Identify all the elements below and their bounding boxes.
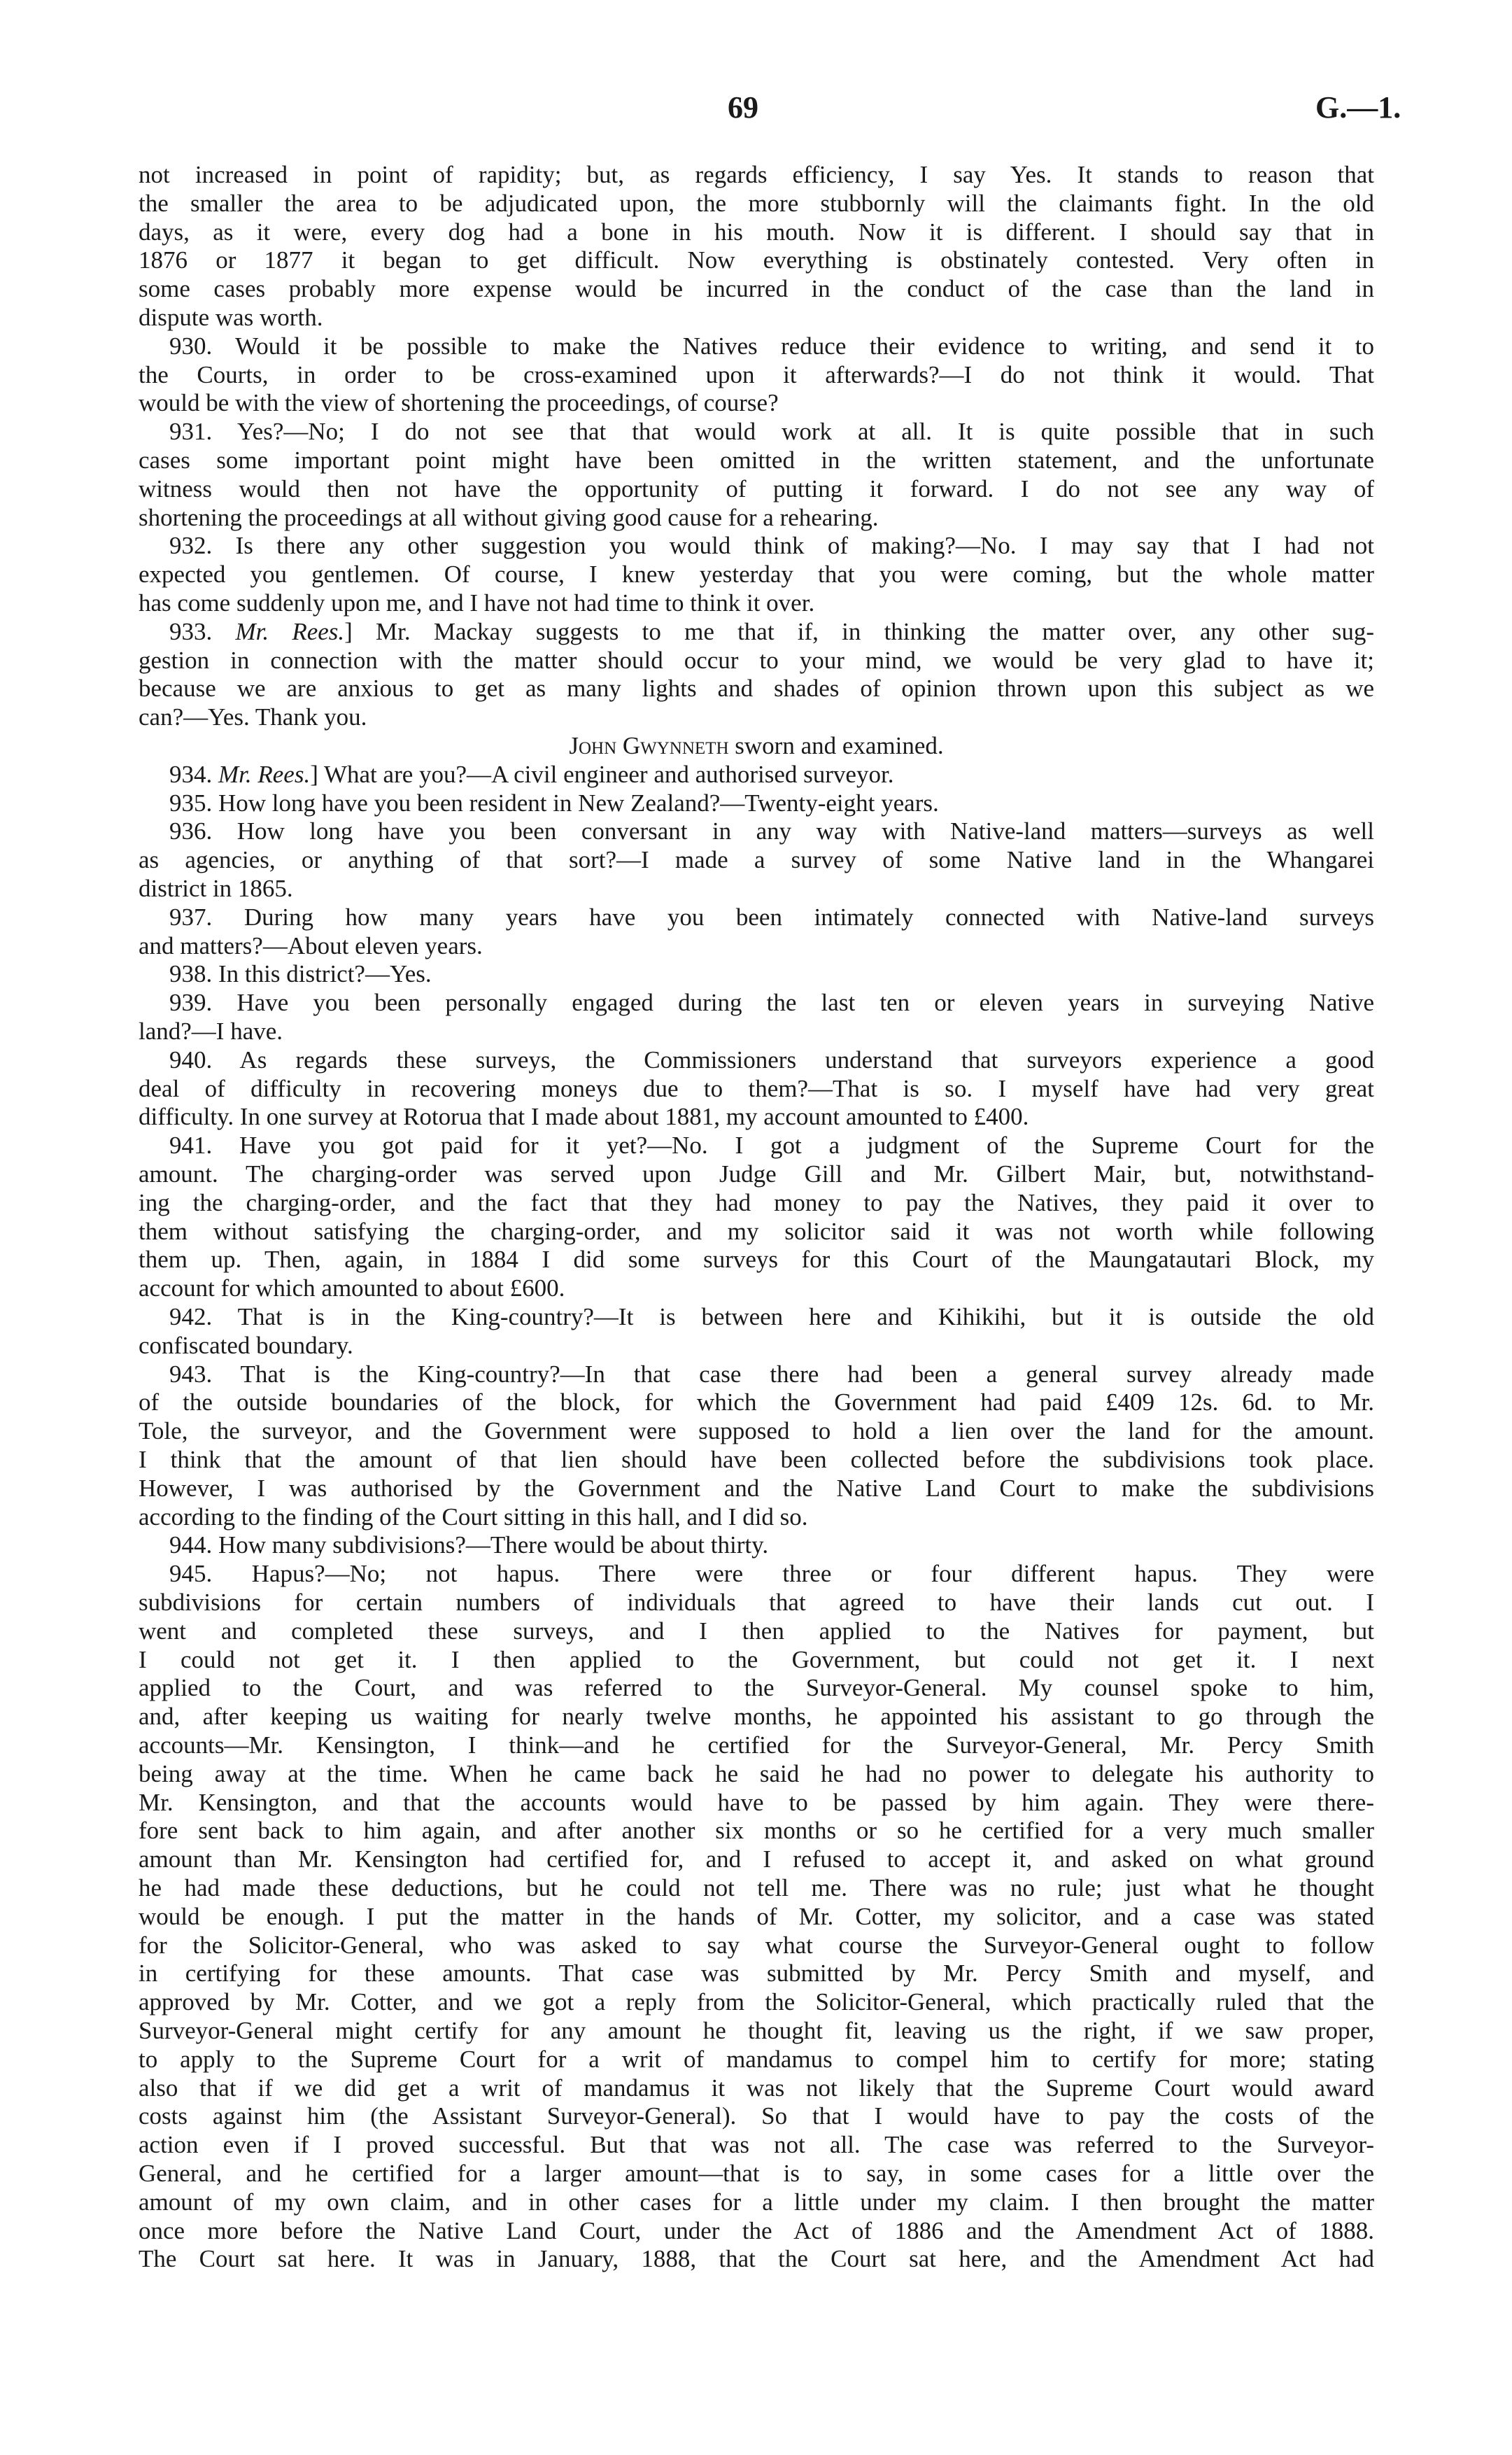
text-line: 937. During how many years have you been intimately connected with Native-land surveys [169, 903, 1374, 931]
text-line: for the Solicitor-General, who was asked to say what course the Surveyor-General ought to follow [139, 1931, 1374, 1959]
text-line: The Court sat here. It was in January, 1888, that the Court sat here, and the Amendment Act had [139, 2245, 1374, 2273]
text-line: the smaller the area to be adjudicated upon, the more stubbornly will the claimants fight. In the old [139, 189, 1374, 217]
text-line: 941. Have you got paid for it yet?—No. I got a judgment of the Supreme Court for the [169, 1132, 1374, 1160]
text-line: land?—I have. [139, 1018, 283, 1045]
text-line: 930. Would it be possible to make the Natives reduce their evidence to writing, and send it to [169, 332, 1374, 360]
text-span: 934. [169, 760, 218, 788]
text-line: and matters?—About eleven years. [139, 931, 483, 959]
text-line: amount. The charging-order was served upon Judge Gill and Mr. Gilbert Mair, but, notwithstand- [139, 1160, 1374, 1188]
text-line: as agencies, or anything of that sort?—I made a survey of some Native land in the Whangarei [139, 846, 1374, 874]
text-line: of the outside boundaries of the block, for which the Government had paid £409 12s. 6d. to Mr. [139, 1388, 1374, 1416]
text-line: days, as it were, every dog had a bone in his mouth. Now it is different. I should say that in [139, 218, 1374, 246]
text-span: 933. [169, 617, 236, 645]
text-line: according to the finding of the Court sitting in this hall, and I did so. [139, 1503, 808, 1531]
text-line: 932. Is there any other suggestion you would think of making?—No. I may say that I had not [169, 532, 1374, 560]
text-line: 931. Yes?—No; I do not see that that would work at all. It is quite possible that in such [169, 418, 1374, 446]
text-line: deal of difficulty in recovering moneys due to them?—That is so. I myself have had very great [139, 1074, 1374, 1102]
text-line: difficulty. In one survey at Rotorua that I made about 1881, my account amounted to £400. [139, 1103, 1029, 1131]
text-line: accounts—Mr. Kensington, I think—and he certified for the Surveyor-General, Mr. Percy Smith [139, 1731, 1374, 1759]
text-span: ] What are you?—A civil engineer and authorised surveyor. [310, 760, 894, 788]
text-line: would be enough. I put the matter in the hands of Mr. Cotter, my solicitor, and a case was stated [139, 1902, 1374, 1930]
text-line: However, I was authorised by the Government and the Native Land Court to make the subdivisions [139, 1474, 1374, 1502]
text-line: 945. Hapus?—No; not hapus. There were three or four different hapus. They were [169, 1560, 1374, 1588]
text-line: dispute was worth. [139, 304, 323, 331]
text-line: 935. How long have you been resident in New Zealand?—Twenty-eight years. [169, 789, 939, 817]
text-line: them without satisfying the charging-order, and my solicitor said it was not worth while following [139, 1217, 1374, 1245]
text-line: amount of my own claim, and in other cases for a little under my claim. I then brought the matter [139, 2188, 1374, 2216]
text-line: 939. Have you been personally engaged during the last ten or eleven years in surveying Native [169, 989, 1374, 1017]
text-line: 944. How many subdivisions?—There would be about thirty. [169, 1531, 769, 1559]
text-line: costs against him (the Assistant Surveyor-General). So that I would have to pay the costs of the [139, 2102, 1374, 2130]
text-line: approved by Mr. Cotter, and we got a reply from the Solicitor-General, which practically ruled that the [139, 1988, 1374, 2016]
text-line: district in 1865. [139, 875, 293, 902]
text-line: has come suddenly upon me, and I have not had time to think it over. [139, 589, 815, 617]
text-line: 942. That is in the King-country?—It is between here and Kihikihi, but it is outside the old [169, 1303, 1374, 1330]
text-line: to apply to the Supreme Court for a writ of mandamus to compel him to certify for more; stating [139, 2045, 1374, 2073]
text-line: ing the charging-order, and the fact that they had money to pay the Natives, they paid it over to [139, 1188, 1374, 1216]
text-span: ] Mr. Mackay suggests to me that if, in thinking the matter over, any other sug- [344, 617, 1374, 645]
text-line: gestion in connection with the matter should occur to your mind, we would be very glad to have it; [139, 646, 1374, 674]
text-line [169, 760, 1374, 789]
speaker-name: Mr. Rees. [235, 617, 345, 645]
text-line: once more before the Native Land Court, under the Act of 1886 and the Amendment Act of 1888. [139, 2216, 1374, 2244]
witness-name: John Gwynneth [569, 732, 729, 759]
text-line: account for which amounted to about £600. [139, 1274, 565, 1302]
text-line: I think that the amount of that lien should have been collected before the subdivisions took place. [139, 1446, 1374, 1473]
text-line: he had made these deductions, but he could not tell me. There was no rule; just what he thought [139, 1874, 1374, 1901]
text-line: in certifying for these amounts. That case was submitted by Mr. Percy Smith and myself, and [139, 1960, 1374, 1988]
text-line: Tole, the surveyor, and the Government were supposed to hold a lien over the land for the amount. [139, 1417, 1374, 1445]
text-line [139, 731, 1374, 760]
text-line: Surveyor-General might certify for any amount he thought fit, leaving us the right, if we saw proper, [139, 2017, 1374, 2044]
text-line: because we are anxious to get as many lights and shades of opinion thrown upon this subject as we [139, 675, 1374, 703]
text-line: 1876 or 1877 it began to get difficult. Now everything is obstinately contested. Very often in [139, 246, 1374, 274]
text-line: the Courts, in order to be cross-examined upon it afterwards?—I do not think it would. That [139, 360, 1374, 388]
text-line: action even if I proved successful. But that was not all. The case was referred to the Surveyor- [139, 2131, 1374, 2159]
text-line: 940. As regards these surveys, the Commissioners understand that surveyors experience a good [169, 1046, 1374, 1074]
text-line: also that if we did get a writ of mandamus it was not likely that the Supreme Court would award [139, 2074, 1374, 2102]
text-line: them up. Then, again, in 1884 I did some surveys for this Court of the Maungatautari Block, my [139, 1246, 1374, 1274]
text-line: can?—Yes. Thank you. [139, 703, 367, 731]
text-line: confiscated boundary. [139, 1331, 353, 1359]
text-line: I could not get it. I then applied to the Government, but could not get it. I next [139, 1645, 1374, 1673]
text-line: would be with the view of shortening the proceedings, of course? [139, 389, 779, 417]
text-line: shortening the proceedings at all without giving good cause for a rehearing. [139, 503, 879, 531]
text-line: expected you gentlemen. Of course, I knew yesterday that you were coming, but the whole matter [139, 561, 1374, 589]
text-line: went and completed these surveys, and I then applied to the Natives for payment, but [139, 1617, 1374, 1645]
page-number: 69 [728, 90, 758, 125]
speaker-name: Mr. Rees. [218, 760, 311, 788]
text-line: 936. How long have you been conversant in any way with Native-land matters—surveys as well [169, 817, 1374, 845]
text-span: sworn and examined. [728, 732, 944, 759]
text-line: and, after keeping us waiting for nearly twelve months, he appointed his assistant to go through the [139, 1703, 1374, 1731]
text-line: fore sent back to him again, and after another six months or so he certified for a very much smaller [139, 1817, 1374, 1845]
text-line: being away at the time. When he came back he said he had no power to delegate his authority to [139, 1759, 1374, 1787]
text-line: not increased in point of rapidity; but, as regards efficiency, I say Yes. It stands to reason that [139, 161, 1374, 188]
document-reference: G.—1. [1315, 90, 1401, 125]
text-line: General, and he certified for a larger amount—that is to say, in some cases for a little over the [139, 2160, 1374, 2187]
text-line: witness would then not have the opportunity of putting it forward. I do not see any way of [139, 474, 1374, 502]
text-line: subdivisions for certain numbers of individuals that agreed to have their lands cut out. I [139, 1589, 1374, 1616]
text-line [169, 617, 1374, 646]
text-line: some cases probably more expense would be incurred in the conduct of the case than the land in [139, 275, 1374, 303]
text-line: 938. In this district?—Yes. [169, 960, 432, 988]
text-line: cases some important point might have been omitted in the written statement, and the unfortunate [139, 446, 1374, 474]
text-line: Mr. Kensington, and that the accounts would have to be passed by him again. They were there- [139, 1788, 1374, 1816]
text-line: amount than Mr. Kensington had certified for, and I refused to accept it, and asked on what ground [139, 1845, 1374, 1873]
text-line: 943. That is the King-country?—In that case there had been a general survey already made [169, 1360, 1374, 1388]
text-line: applied to the Court, and was referred to the Surveyor-General. My counsel spoke to him, [139, 1674, 1374, 1702]
